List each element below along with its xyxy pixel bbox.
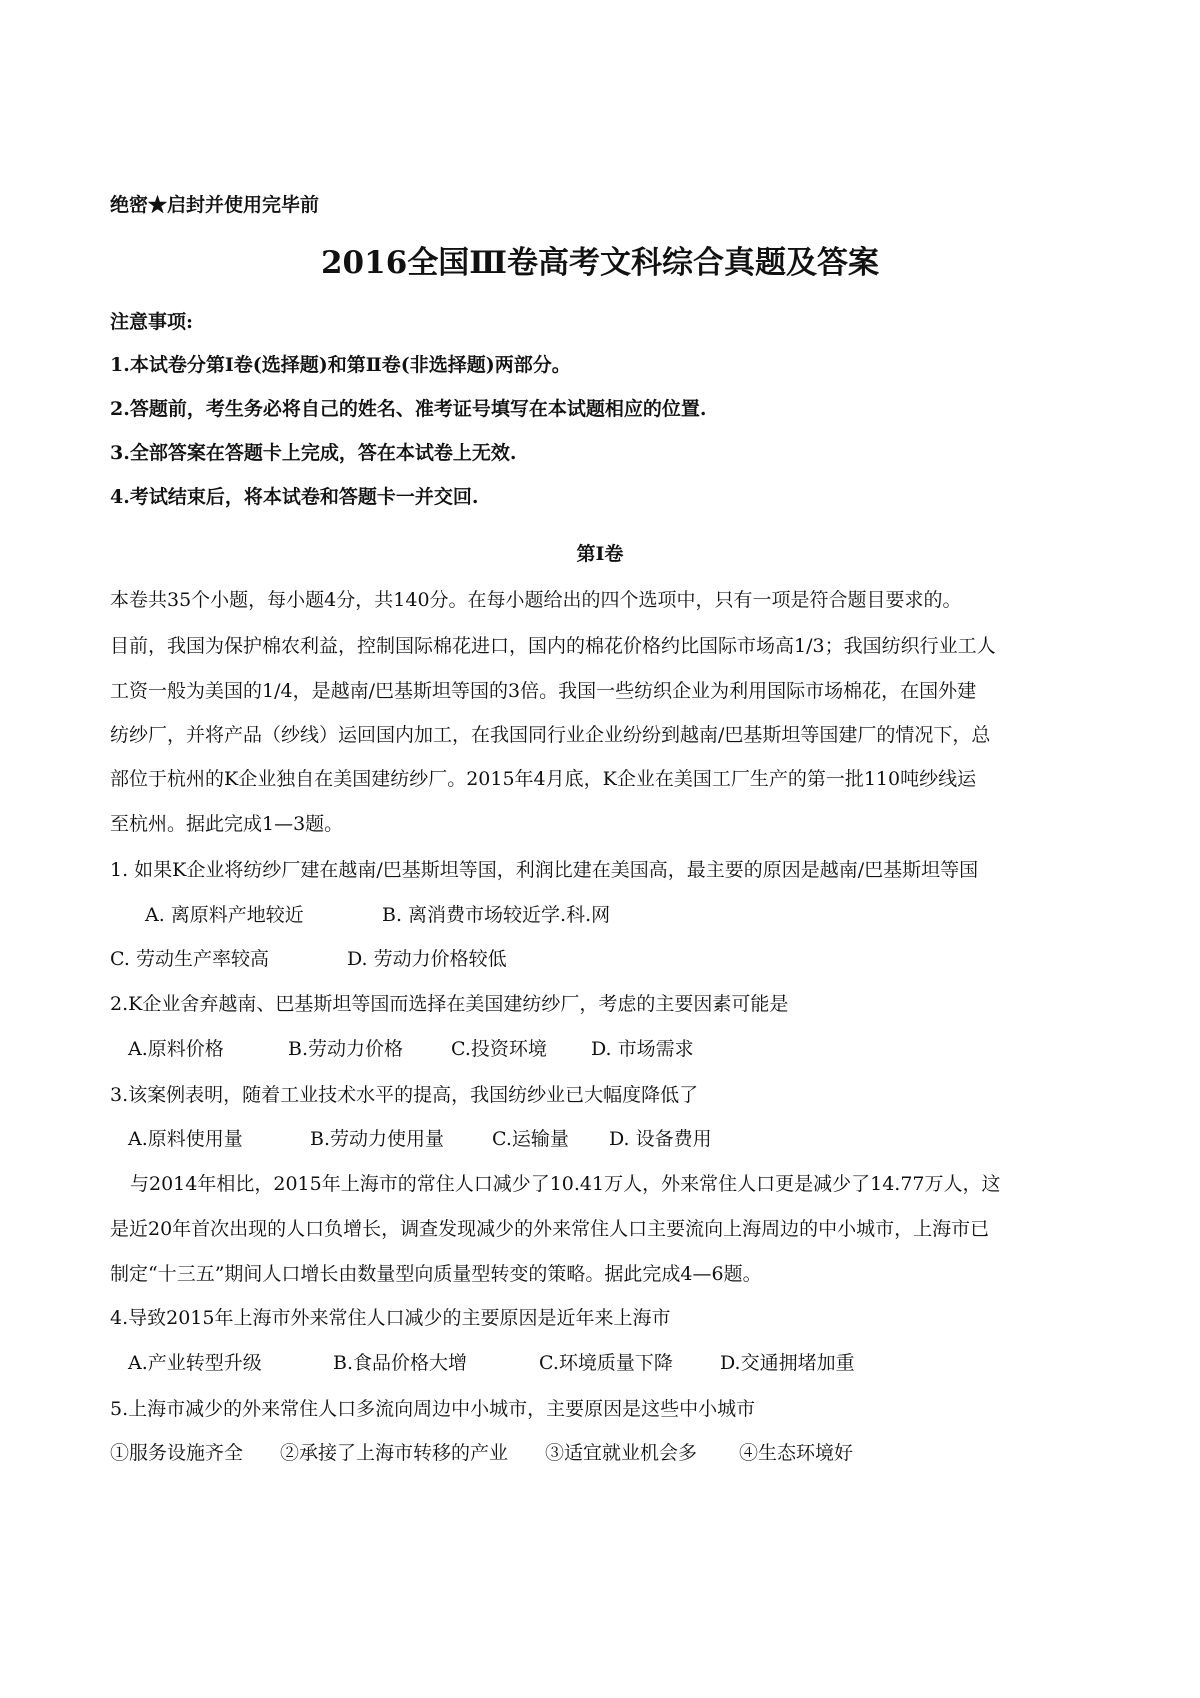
passage1-line-3: 纺纱厂，并将产品（纱线）运回国内加工，在我国同行业企业纷纷到越南/巴基斯坦等国建厂的情况下，总 bbox=[110, 724, 991, 746]
q5-option-1: ①服务设施齐全 bbox=[110, 1442, 244, 1464]
q5-option-2: ②承接了上海市转移的产业 bbox=[280, 1442, 509, 1464]
q3-option-b: B.劳动力使用量 bbox=[310, 1128, 445, 1150]
q4-option-a: A.产业转型升级 bbox=[128, 1352, 262, 1374]
q5-stem: 5.上海市减少的外来常住人口多流向周边中小城市，主要原因是这些中小城市 bbox=[110, 1398, 756, 1420]
q3-option-d: D. 设备费用 bbox=[609, 1128, 712, 1150]
page-title: 2016全国Ⅲ卷高考文科综合真题及答案 bbox=[320, 245, 880, 281]
q4-option-d: D.交通拥堵加重 bbox=[720, 1352, 855, 1374]
passage1-line-4: 部位于杭州的K企业独自在美国建纺纱厂。2015年4月底，K企业在美国工厂生产的第一批110吨纱线运 bbox=[110, 768, 977, 790]
q1-stem: 1. 如果K企业将纺纱厂建在越南/巴基斯坦等国，利润比建在美国高，最主要的原因是越南/巴基斯坦等国 bbox=[110, 859, 979, 881]
q2-option-b: B.劳动力价格 bbox=[288, 1038, 404, 1060]
passage2-line-1: 与2014年相比，2015年上海市的常住人口减少了10.41万人，外来常住人口更是减少了14.77万人，这 bbox=[130, 1173, 1001, 1195]
q5-options bbox=[110, 1440, 853, 1466]
q2-stem: 2.K企业舍弃越南、巴基斯坦等国而选择在美国建纺纱厂，考虑的主要因素可能是 bbox=[110, 993, 789, 1015]
q3-option-a: A.原料使用量 bbox=[128, 1128, 243, 1150]
q1-option-d: D. 劳动力价格较低 bbox=[347, 948, 507, 970]
q2-option-c: C.投资环境 bbox=[451, 1038, 547, 1060]
q2-options bbox=[128, 1036, 694, 1062]
q4-option-c: C.环境质量下降 bbox=[539, 1352, 673, 1374]
notes-heading: 注意事项: bbox=[110, 311, 194, 333]
q4-stem: 4.导致2015年上海市外来常住人口减少的主要原因是近年来上海市 bbox=[110, 1307, 671, 1329]
q1-option-a: A. 离原料产地较近 bbox=[145, 904, 304, 926]
passage1-line-1: 目前，我国为保护棉农利益，控制国际棉花进口，国内的棉花价格约比国际市场高1/3；我国纺织行业工人 bbox=[110, 635, 996, 657]
section-intro: 本卷共35个小题，每小题4分，共140分。在每小题给出的四个选项中，只有一项是符合题目要求的。 bbox=[110, 589, 962, 611]
q3-options bbox=[128, 1126, 712, 1152]
q4-options bbox=[128, 1350, 855, 1376]
passage2-line-2: 是近20年首次出现的人口负增长，调查发现减少的外来常住人口主要流向上海周边的中小城市，上海市已 bbox=[110, 1218, 990, 1240]
passage2-line-3: 制定“十三五”期间人口增长由数量型向质量型转变的策略。据此完成4—6题。 bbox=[110, 1263, 762, 1285]
q5-option-4: ④生态环境好 bbox=[739, 1442, 854, 1464]
q3-option-c: C.运输量 bbox=[492, 1128, 569, 1150]
q2-option-a: A.原料价格 bbox=[128, 1038, 224, 1060]
q5-option-3: ③适宜就业机会多 bbox=[545, 1442, 698, 1464]
passage1-line-5: 至杭州。据此完成1—3题。 bbox=[110, 813, 344, 835]
q2-option-d: D. 市场需求 bbox=[591, 1038, 694, 1060]
q4-option-b: B.食品价格大增 bbox=[333, 1352, 468, 1374]
secret-label: 绝密★启封并使用完毕前 bbox=[110, 194, 320, 216]
q1-options-row-1 bbox=[145, 902, 610, 928]
note-item-1: 1.本试卷分第Ⅰ卷(选择题)和第Ⅱ卷(非选择题)两部分。 bbox=[110, 354, 571, 376]
note-item-4: 4.考试结束后，将本试卷和答题卡一并交回. bbox=[110, 486, 479, 508]
q1-options-row-2 bbox=[110, 946, 507, 972]
q1-option-c: C. 劳动生产率较高 bbox=[110, 948, 269, 970]
q3-stem: 3.该案例表明，随着工业技术水平的提高，我国纺纱业已大幅度降低了 bbox=[110, 1084, 699, 1106]
passage1-line-2: 工资一般为美国的1/4，是越南/巴基斯坦等国的3倍。我国一些纺织企业为利用国际市场棉花，在国外建 bbox=[110, 680, 977, 702]
section-heading: 第Ⅰ卷 bbox=[576, 543, 624, 565]
note-item-2: 2.答题前，考生务必将自己的姓名、准考证号填写在本试题相应的位置. bbox=[110, 398, 707, 420]
q1-option-b: B. 离消费市场较近学.科.网 bbox=[382, 904, 611, 926]
note-item-3: 3.全部答案在答题卡上完成，答在本试卷上无效. bbox=[110, 442, 517, 464]
